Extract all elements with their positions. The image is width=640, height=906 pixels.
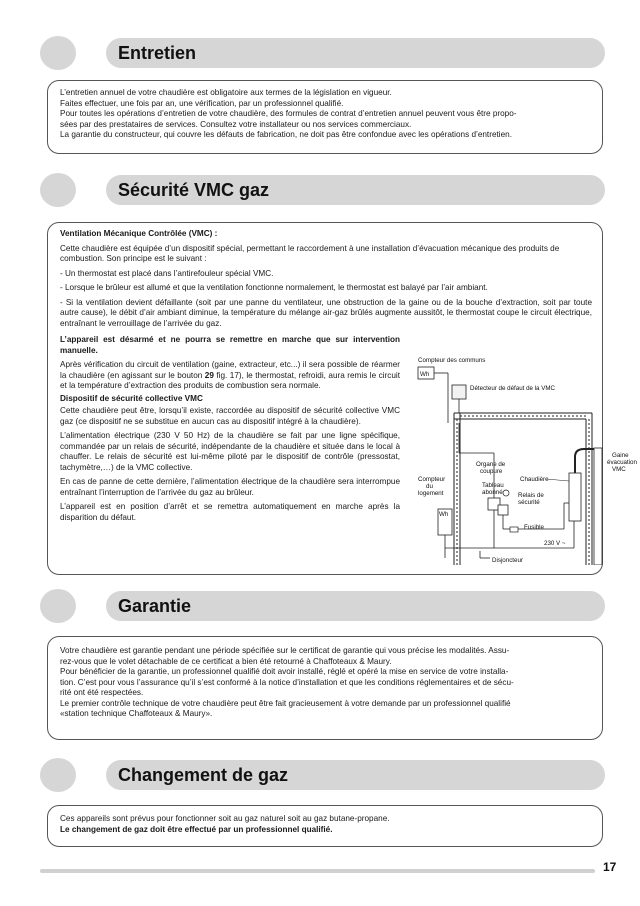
garantie-p3a: Le premier contrôle technique de votre chaudière peut être fait gracieusement à votre demande par un professionnel qualifié <box>60 698 511 708</box>
wiring <box>445 423 574 558</box>
securite-failure: En cas de panne de cette dernière, l’alimentation électrique de la chaudière sera interrompue entraînant l’interruption de l’arrivée du gaz au brûleur. <box>60 477 400 497</box>
label-gaine-1: Gaine <box>612 452 629 459</box>
label-compteur-1: Compteur <box>418 476 446 483</box>
section-title-gaz: Changement de gaz <box>118 765 289 785</box>
vmc-diagram <box>414 353 640 565</box>
label-tableau-2: abonné <box>482 489 503 496</box>
garantie-p2a: Pour bénéficier de la garantie, un professionnel qualifié doit avoir installé, réglé et opéré la mise en service de votre installa- <box>60 667 509 676</box>
garantie-p1a: Votre chaudière est garantie pendant une période spécifiée sur le certificat de garantie qui vous précise les modalités. Assu- <box>60 646 510 655</box>
section-header-securite <box>40 173 605 207</box>
securite-collective-title: Dispositif de sécurité collective VMC <box>60 393 203 403</box>
securite-reset <box>60 360 400 392</box>
garantie-p1b: rez-vous que le volet détachable de ce certificat a bien été retourné à Chaffoteaux & Maury. <box>60 656 392 666</box>
label-disjoncteur: Disjoncteur <box>492 557 523 564</box>
securite-warning: L’appareil est désarmé et ne pourra se remettre en marche que sur intervention manuelle. <box>60 335 400 355</box>
label-detecteur: Détecteur de défaut de la VMC <box>470 385 555 392</box>
securite-reset-b: fig. 17), le thermostat, refroidi, aura remis le circuit et la température d’extraction des produits de combustion sera normale. <box>60 370 400 390</box>
label-tableau-1: Tableau <box>482 482 504 489</box>
safety-relay <box>498 505 508 515</box>
section-title-garantie: Garantie <box>118 596 192 616</box>
section-circle <box>40 173 76 207</box>
securite-li1: - Un thermostat est placé dans l’antirefouleur spécial VMC. <box>60 268 274 278</box>
entretien-p2: Faites effectuer, une fois par an, une vérification, par un professionnel qualifié. <box>60 98 344 108</box>
entretien-box <box>47 80 603 154</box>
gaz-p2: Le changement de gaz doit être effectué par un professionnel qualifié. <box>60 824 333 834</box>
section-header-garantie <box>40 589 605 623</box>
boiler-box <box>569 473 581 521</box>
label-gaine-3: VMC <box>612 466 626 473</box>
fuse <box>510 527 518 532</box>
entretien-p3b: sées par des prestataires de services. Consultez votre installateur ou nos services commerciaux. <box>60 119 412 129</box>
section-circle <box>40 758 76 792</box>
securite-subtitle: Ventilation Mécanique Contrôlée (VMC) : <box>60 229 218 238</box>
entretien-p4: La garantie du constructeur, qui couvre les défauts de fabrication, ne doit pas être confondue avec les opérations d’entretien. <box>60 130 512 139</box>
label-voltage: 230 V ~ <box>544 540 566 547</box>
section-circle <box>40 36 76 70</box>
label-compteur-3: logement <box>418 490 444 497</box>
securite-reset-num: 29 <box>204 370 214 380</box>
flue-pipe <box>575 449 594 473</box>
label-organe-1: Organe de <box>476 461 506 468</box>
gaz-p1: Ces appareils sont prévus pour fonctionner soit au gaz naturel soit au gaz butane-propane. <box>60 814 390 823</box>
section-title-securite: Sécurité VMC gaz <box>118 180 270 200</box>
vmc-diagram-svg <box>414 353 640 565</box>
label-fusible: Fusible <box>524 524 544 531</box>
label-compteur-communs: Compteur des communs <box>418 357 486 364</box>
securite-stop: L’appareil est en position d’arrêt et se remettra automatiquement en marche après la disparition du défaut. <box>60 502 400 522</box>
section-circle <box>40 589 76 623</box>
page-number: 17 <box>603 860 617 874</box>
label-chaudiere: Chaudière <box>520 476 549 483</box>
section-header-gaz <box>40 758 605 792</box>
entretien-p3a: Pour toutes les opérations d’entretien de votre chaudière, des formules de contrat d’entretien annuel peuvent vous être propo- <box>60 109 517 118</box>
garantie-p3b: «station technique Chaffoteaux & Maury». <box>60 709 213 718</box>
section-header-entretien <box>40 36 605 70</box>
securite-box <box>47 222 637 575</box>
securite-intro: Cette chaudière est équipée d’un dispositif spécial, permettant le raccordement à une installation d’évacuation mécanique des produits de combustion. Son principe est le suivant : <box>60 243 560 263</box>
footer-line <box>40 869 595 873</box>
section-title-entretien: Entretien <box>118 43 197 63</box>
securite-collective: Cette chaudière peut être, lorsqu’il existe, raccordée au dispositif de sécurité collective VMC gaz (ce dispositif ne se substitue en aucun cas au dispositif intégré à la chaudière). <box>60 406 400 426</box>
garantie-box <box>47 636 603 740</box>
apartment-meter-wh: Wh <box>439 511 449 518</box>
garantie-p2b: tion. C’est pour vous l’assurance qu’il s’est conformé à la notice d’installation et que les conditions réglementaires et de sécu- <box>60 677 514 687</box>
common-meter-wh: Wh <box>420 371 430 378</box>
label-relais-2: sécurité <box>518 499 540 506</box>
securite-reset-a: Après vérification du circuit de ventilation (gaine, extracteur, etc...) il sera possible de réarmer la chaudière (en agissant sur le bouton <box>60 360 400 380</box>
label-gaine-2: évacuation <box>607 459 637 466</box>
securite-power: L’alimentation électrique (230 V 50 Hz) de la chaudière se fait par une ligne spécifique, commandée par un relais de sécurité, indépendante de la chaudière et située dans le local à chauffer. Le relais de sécurité est lui-même piloté par le dispositif de contrôle (pressostat, tachymètre,…) de la VMC collective. <box>60 431 400 472</box>
vmc-duct <box>594 448 602 565</box>
vmc-detector-box <box>452 385 466 399</box>
label-compteur-2: du <box>426 483 433 490</box>
label-relais-1: Relais de <box>518 492 544 499</box>
garantie-p2c: rité ont été respectées. <box>60 688 144 697</box>
label-organe-2: coupure <box>480 468 503 475</box>
gaz-box <box>47 805 603 847</box>
securite-left-column <box>60 335 400 523</box>
securite-li3: - Si la ventilation devient défaillante (soit par une panne du ventilateur, une obstruction de la gaine ou de la bouche d’extraction, soit par toute autre cause), le débit d’air ambiant diminue, la température du mélange air-gaz brûlés augmente aussitôt, le thermostat coupe le circuit électrique, entraînant le verrouillage de l’arrivée du gaz. <box>60 297 592 328</box>
securite-li2: - Lorsque le brûleur est allumé et que la ventilation fonctionne normalement, le thermostat est balayé par l’air ambiant. <box>60 283 488 292</box>
entretien-p1: L’entretien annuel de votre chaudière est obligatoire aux termes de la législation en vigueur. <box>60 88 392 97</box>
